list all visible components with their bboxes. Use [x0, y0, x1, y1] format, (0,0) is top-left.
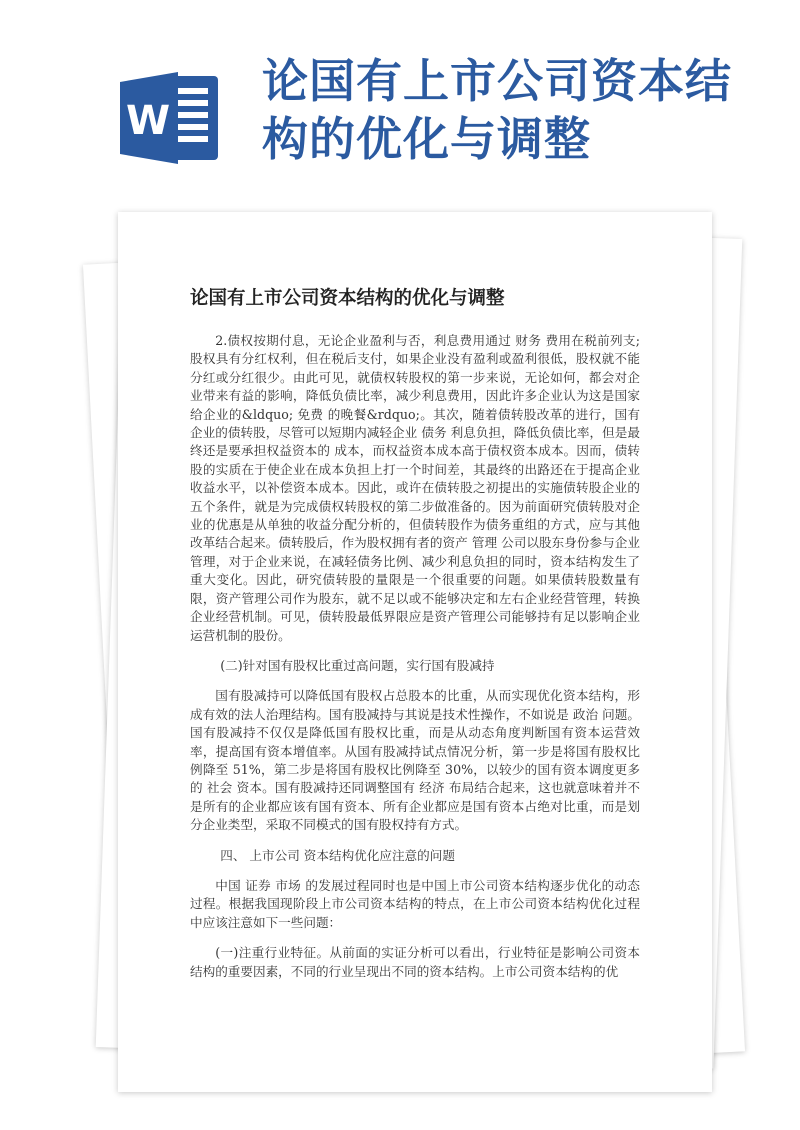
paragraph-1: 2.债权按期付息，无论企业盈利与否，利息费用通过 财务 费用在税前列支;股权具有分红权利，但在税后支付，如果企业没有盈利或盈利很低，股权就不能分红或分红很少。由此可见，就债权转股权的第一步来说，无论如何，都会对企业带来有益的影响，降低负债比率，减少利息费用，因此许多企业认为这是国家给企业的&ldquo; 免费 的晚餐&rdquo;。其次，随着债转股改革的进行，国有企业的债转股，尽管可以短期内减轻企业 债务 利息负担，降低负债比率，但是最终还是要承担权益资本的 成本，而权益资本成本高于债权资本成本。因而，债转股的实质在于使企业在成本负担上打一个时间差，其最终的出路还在于提高企业收益水平，以补偿资本成本。因此，或许在债转股之初提出的实施债转股企业的五个条件，就是为完成债权转股权的第二步做准备的。因为前面研究债转股对企业的优惠是从单独的收益分配分析的，但债转股作为债务重组的方式，应与其他改革结合起来。债转股后，作为股权拥有者的资产 管理 公司以股东身份参与企业管理，对于企业来说，在减轻债务比例、减少利息负担的同时，资本结构发生了重大变化。因此，研究债转股的量限是一个很重要的问题。如果债转股数量有限，资产管理公司作为股东，就不足以或不能够决定和左右企业经营管理，转换企业经营机制。可见，债转股最低界限应是资产管理公司能够持有足以影响企业运营机制的股份。 [190, 333, 640, 643]
paragraph-2: 国有股减持可以降低国有股权占总股本的比重，从而实现优化资本结构，形成有效的法人治理结构。国有股减持与其说是技术性操作，不如说是 政治 问题。国有股减持不仅仅是降低国有股权比重，而是从动态角度判断国有资本运营效率，提高国有资本增值率。从国有股减持试点情况分析，第一步是将国有股权比例降至 51%，第二步是将国有股权比例降至 30%，以较少的国有资本调度更多的 社会 资本。国有股减持还同调整国有 经济 布局结合起来，这也就意味着并不是所有的企业都应该有国有资本、所有企业都应是国有资本占绝对比重，而是划分企业类型，采取不同模式的国有股权持有方式。 [190, 688, 640, 833]
svg-text:W: W [125, 98, 171, 144]
paragraph-4: (一)注重行业特征。从前面的实证分析可以看出，行业特征是影响公司资本结构的重要因素，不同的行业呈现出不同的资本结构。上市公司资本结构的优 [190, 945, 640, 979]
page-heading: 论国有上市公司资本结构的优化与调整 [190, 288, 505, 309]
word-document-icon [118, 68, 226, 168]
document-page [118, 212, 712, 1092]
document-body [190, 332, 640, 993]
section-heading-2: (二)针对国有股权比重过高问题，实行国有股减持 [220, 657, 495, 673]
paragraph-3: 中国 证券 市场 的发展过程同时也是中国上市公司资本结构逐步优化的动态过程。根据我国现阶段上市公司资本结构的特点，在上市公司资本结构优化过程中应该注意如下一些问题： [190, 877, 640, 930]
document-title-banner: 论国有上市公司资本结构的优化与调整 [262, 54, 732, 166]
section-heading-4: 四、 上市公司 资本结构优化应注意的问题 [220, 847, 455, 863]
